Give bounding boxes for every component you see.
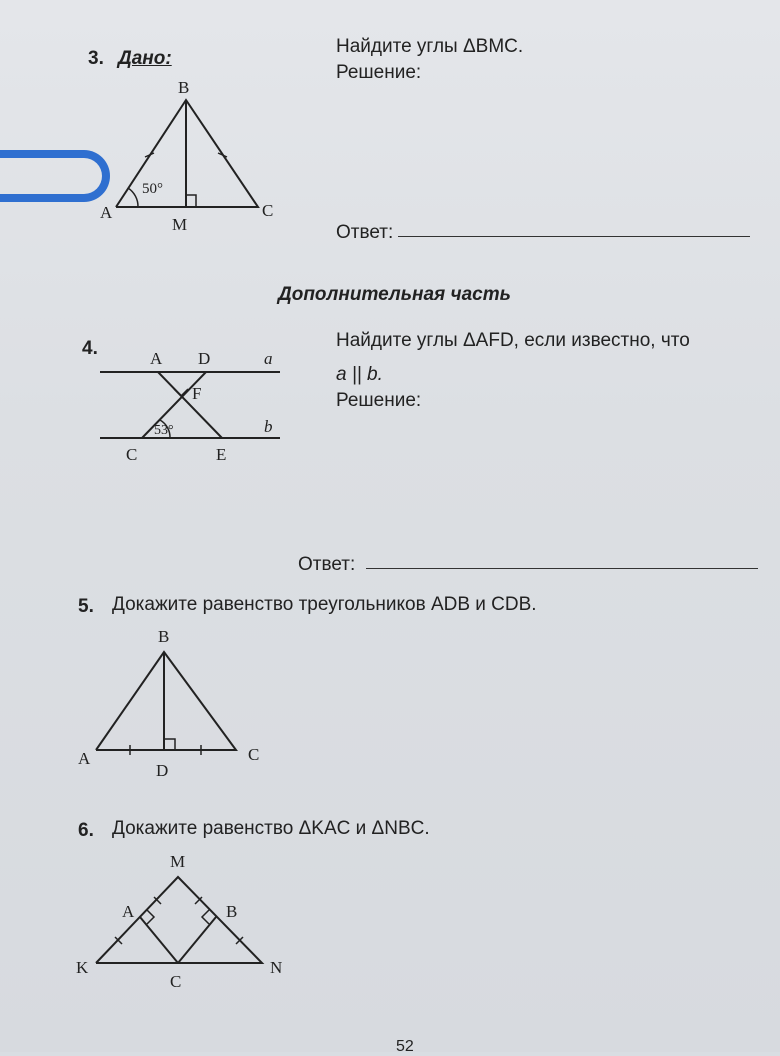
task6-figure — [70, 845, 300, 995]
label-angle: 50° — [142, 181, 163, 197]
label-a: A — [100, 203, 113, 222]
task3-question: Найдите углы ΔBMC. — [336, 36, 524, 57]
task3-answer-line[interactable] — [398, 236, 750, 237]
segment-bc — [178, 917, 216, 963]
right-angle-mark-b — [202, 910, 209, 924]
label-angle: 53° — [154, 423, 174, 438]
task4-number: 4. — [82, 338, 98, 359]
section-title: Дополнительная часть — [278, 284, 511, 305]
label-line-a: a — [264, 349, 273, 368]
task3-solution: Решение: — [336, 62, 422, 83]
label-n: N — [270, 958, 283, 977]
label-c: C — [170, 972, 182, 991]
task6-text: Докажите равенство ΔKAC и ΔNBC. — [112, 818, 430, 839]
task4-answer-line[interactable] — [366, 568, 758, 569]
right-angle-mark — [186, 195, 196, 207]
task3-figure — [90, 75, 290, 245]
label-m: M — [170, 852, 186, 871]
label-a: A — [122, 902, 135, 921]
label-line-b: b — [264, 417, 273, 436]
task5-number: 5. — [78, 596, 94, 617]
task4-question: Найдите углы ΔAFD, если известно, что — [336, 330, 690, 351]
task5-figure — [70, 620, 280, 785]
task4-figure — [90, 340, 300, 470]
angle-arc — [128, 188, 138, 207]
label-b: B — [226, 902, 238, 921]
label-a: A — [150, 349, 163, 368]
task4-condition: a || b. — [336, 364, 383, 385]
task4-answer-label: Ответ: — [298, 554, 356, 575]
right-angle-mark-a — [147, 910, 154, 924]
label-b: B — [178, 78, 190, 97]
task3-answer-label: Ответ: — [336, 222, 394, 243]
page-number: 52 — [396, 1038, 414, 1055]
label-a: A — [78, 749, 91, 768]
task6-number: 6. — [78, 820, 94, 841]
segment-ac — [140, 917, 178, 963]
task3-given: Дано: — [118, 48, 172, 69]
triangle-abc — [96, 652, 236, 750]
segment-dc — [142, 372, 206, 438]
label-d: D — [198, 349, 211, 368]
task4-solution: Решение: — [336, 390, 422, 411]
label-c: C — [248, 745, 260, 764]
label-m: M — [172, 215, 188, 234]
label-e: E — [216, 445, 227, 464]
label-b: B — [158, 627, 170, 646]
label-d: D — [156, 761, 169, 780]
task5-text: Докажите равенство треугольников ADB и CDB. — [112, 594, 537, 615]
label-f: F — [192, 384, 202, 403]
label-c: C — [126, 445, 138, 464]
label-c: C — [262, 201, 274, 220]
right-angle-mark — [164, 739, 175, 750]
task3-number: 3. — [88, 48, 104, 69]
label-k: K — [76, 958, 89, 977]
